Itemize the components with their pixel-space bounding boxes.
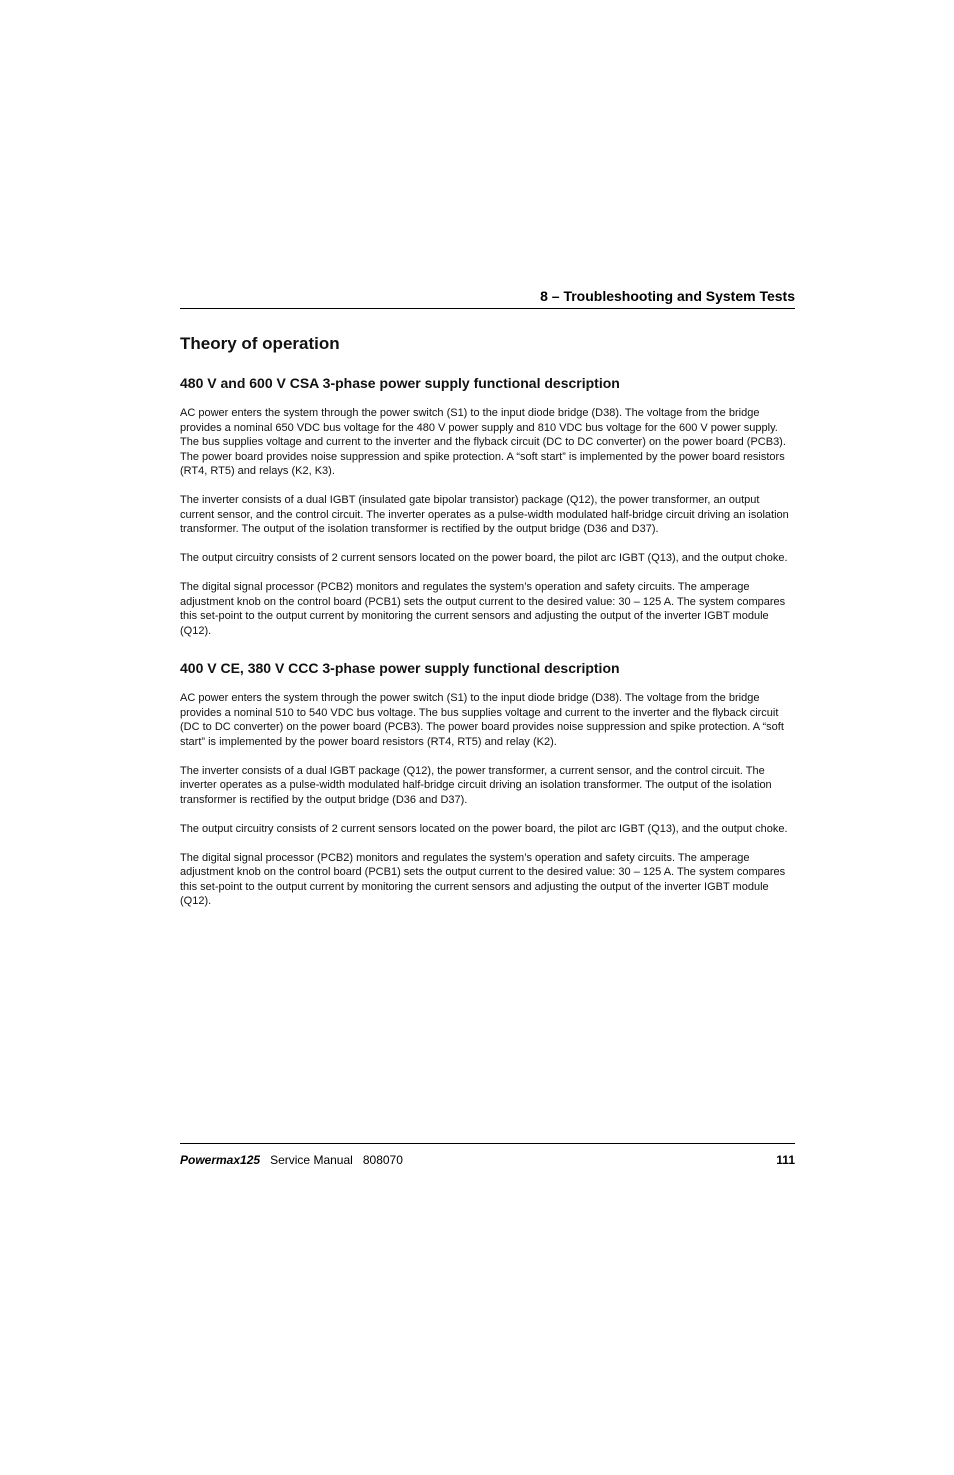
paragraph: The inverter consists of a dual IGBT (insulated gate bipolar transistor) package (Q12), the power transformer, an output current sensor, and the control circuit. The inverter operates as a pulse-width modulated half-bridge circuit driving an isolation transformer. The output of the isolation transformer is rectified by the output bridge (D36 and D37). bbox=[180, 494, 789, 535]
section-400v-380v bbox=[180, 660, 795, 909]
paragraph: The digital signal processor (PCB2) monitors and regulates the system’s operation and safety circuits. The amperage adjustment knob on the control board (PCB1) sets the output current to the desired value: 30 – 125 A. The system compares this set-point to the output current by monitoring the current sensors and adjusting the output of the inverter IGBT module (Q12). bbox=[180, 851, 786, 907]
page-footer bbox=[180, 1153, 795, 1167]
page-title: Theory of operation bbox=[180, 334, 340, 353]
chapter-header: 8 – Troubleshooting and System Tests bbox=[540, 288, 795, 304]
paragraph: The output circuitry consists of 2 current sensors located on the power board, the pilot arc IGBT (Q13), and the output choke. bbox=[180, 552, 788, 564]
paragraph: AC power enters the system through the power switch (S1) to the input diode bridge (D38). The voltage from the bridge provides a nominal 650 VDC bus voltage for the 480 V power supply and 810 VDC bus voltage for the 600 V power supply. The bus supplies voltage and current to the inverter and the flyback circuit (DC to DC converter) on the power board (PCB3). The power board provides noise suppression and spike protection. A “soft start” is implemented by the power board resistors (RT4, RT5) and relays (K2, K3). bbox=[180, 407, 786, 477]
section-heading: 480 V and 600 V CSA 3-phase power supply functional description bbox=[180, 375, 620, 391]
part-number: 808070 bbox=[362, 1153, 403, 1167]
section-480v-600v bbox=[180, 375, 795, 638]
page-content bbox=[180, 334, 795, 923]
page-number: 111 bbox=[776, 1153, 795, 1167]
header-rule bbox=[180, 308, 795, 309]
paragraph: The output circuitry consists of 2 current sensors located on the power board, the pilot arc IGBT (Q13), and the output choke. bbox=[180, 822, 788, 835]
paragraph: The digital signal processor (PCB2) monitors and regulates the system’s operation and safety circuits. The amperage adjustment knob on the control board (PCB1) sets the output current to the desired value: 30 – 125 A. The system compares this set-point to the output current by monitoring the current sensors and adjusting the output of the inverter IGBT module (Q12). bbox=[180, 581, 786, 637]
manual-type: Service Manual bbox=[270, 1153, 353, 1167]
paragraph: AC power enters the system through the power switch (S1) to the input diode bridge (D38). The voltage from the bridge provides a nominal 510 to 540 VDC bus voltage. The bus supplies voltage and current to the inverter and the flyback circuit (DC to DC converter) on the power board (PCB3). The power board provides noise suppression and spike protection. A “soft start” is implemented by the power board resistors (RT4, RT5) and relay (K2). bbox=[180, 692, 784, 748]
product-brand: Powermax125 bbox=[180, 1153, 261, 1167]
paragraph: The inverter consists of a dual IGBT package (Q12), the power transformer, a current sensor, and the control circuit. The inverter operates as a pulse-width modulated half-bridge circuit driving an isolation transformer. The output of the isolation transformer is rectified by the output bridge (D36 and D37). bbox=[180, 764, 772, 806]
section-heading: 400 V CE, 380 V CCC 3-phase power supply functional description bbox=[180, 660, 620, 676]
footer-rule bbox=[180, 1143, 795, 1144]
footer-left bbox=[180, 1153, 403, 1167]
